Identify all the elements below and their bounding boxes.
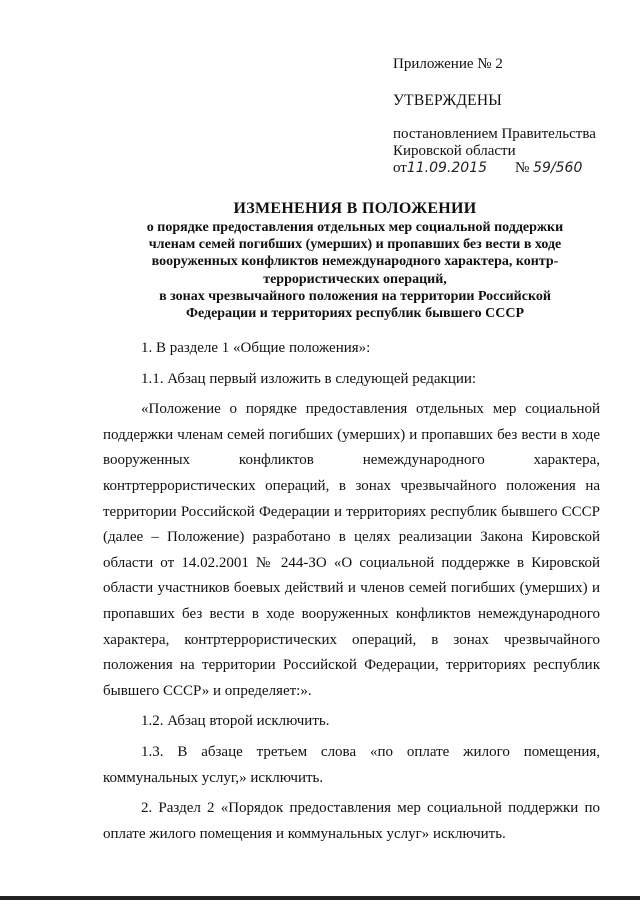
subtitle-line: террористических операций, (263, 271, 447, 287)
resolution-line-2: Кировской области (393, 143, 516, 159)
paragraph-1-3: 1.3. В абзаце третьем слова «по оплате жилого помещения, коммунальных услуг,» исключить. (103, 743, 600, 786)
handwritten-number: 59/560 (533, 160, 583, 176)
subtitle-line: вооруженных конфликтов немеждународного характера, контр- (151, 254, 559, 270)
document-title-block (110, 200, 600, 322)
appendix-number: Приложение № 2 (393, 56, 503, 72)
paragraph-new-wording: «Положение о порядке предоставления отдельных мер социальной поддержки членам семей погибших (умерших) и пропавших без вести в ходе вооруженных конфликтов немеждународного характера, контртеррористических операций, в зонах чрезвычайного положения на территории Российской Федерации и территориях республик бывшего СССР (далее – Положение) разработано в целях реализации Закона Кировской области от 14.02.2001 № 244-ЗО «О социальной поддержке в Кировской области участников боевых действий и членов семей погибших (умерших) и пропавших без вести в ходе вооруженных конфликтов немеждународного характера, контртеррористических операций, в зонах чрезвычайного положения на территории Российской Федерации, территориях республик бывшего СССР» и определяет:». (103, 401, 600, 699)
approval-resolution (393, 126, 623, 177)
resolution-line-1: постановлением Правительства (393, 126, 596, 142)
paragraph-section-1: 1. В разделе 1 «Общие положения»: (141, 340, 371, 356)
document-body (103, 336, 600, 852)
subtitle-line: в зонах чрезвычайного положения на территории Российской (159, 288, 551, 304)
scan-bottom-edge (0, 896, 640, 900)
paragraph-1-1: 1.1. Абзац первый изложить в следующей редакции: (141, 370, 477, 387)
paragraph-1-2: 1.2. Абзац второй исключить. (141, 713, 330, 730)
subtitle-line: членам семей погибших (умерших) и пропавших без вести в ходе (148, 237, 562, 253)
document-heading: ИЗМЕНЕНИЯ В ПОЛОЖЕНИИ (233, 200, 477, 217)
number-prefix: № (515, 160, 530, 176)
date-prefix: от (393, 160, 407, 176)
handwritten-date: 11.09.2015 (406, 160, 488, 176)
paragraph-section-2: 2. Раздел 2 «Порядок предоставления мер социальной поддержки по оплате жилого помещения и коммунальных услуг» исключить. (103, 800, 600, 842)
subtitle-line: о порядке предоставления отдельных мер социальной поддержки (146, 220, 564, 235)
subtitle-line: Федерации и территориях республик бывшего СССР (185, 306, 525, 322)
date-number-line (393, 160, 623, 177)
approved-label: УТВЕРЖДЕНЫ (393, 92, 502, 109)
